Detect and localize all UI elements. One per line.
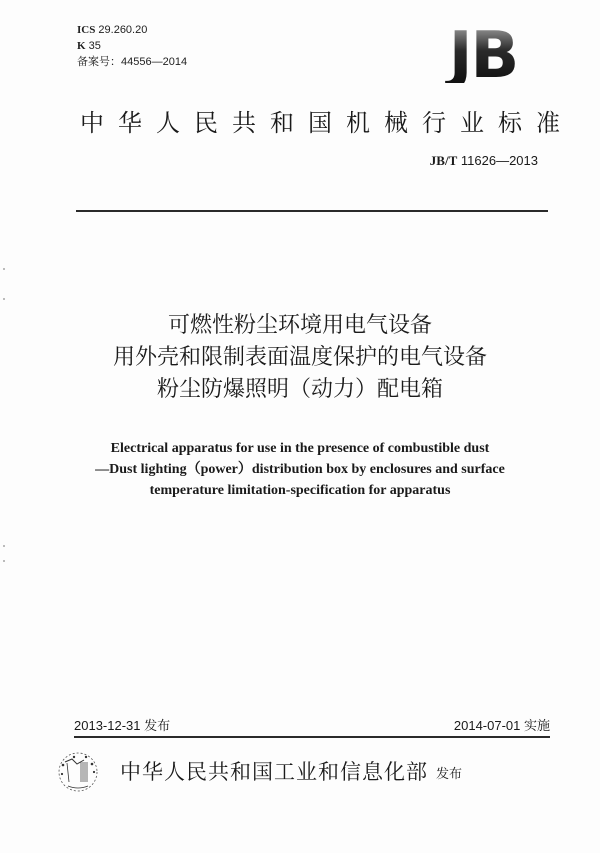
filing-number: 备案号：44556—2014: [77, 56, 188, 68]
chinese-title-line-3: 粉尘防爆照明（动力）配电箱: [156, 377, 443, 402]
issue-date: 2013-12-31 发布: [74, 718, 171, 733]
english-title-line-2: —Dust lighting（power）distribution box by enclosures and surface: [95, 462, 505, 477]
ccs-value: 35: [88, 40, 101, 52]
chinese-title: [0, 310, 600, 406]
standard-number: [430, 153, 538, 169]
english-title: [0, 438, 600, 501]
title-char: 民: [194, 109, 218, 137]
title-char: 华: [118, 109, 142, 137]
ics-label: ICS: [77, 24, 96, 36]
ics-code: [77, 22, 187, 38]
chinese-title-line-2: 用外壳和限制表面温度保护的电气设备: [112, 345, 487, 370]
title-char: 中: [80, 109, 104, 137]
title-char: 械: [384, 109, 408, 137]
publisher-suffix: 发布: [436, 766, 463, 782]
date-row: [74, 715, 550, 734]
standard-code: 11626—2013: [460, 153, 538, 168]
ccs-code: [77, 38, 187, 54]
english-title-line-1: Electrical apparatus for use in the presence of combustible dust: [110, 441, 490, 456]
title-char: 国: [308, 109, 332, 137]
publisher-name: 中华人民共和国工业和信息化部: [120, 760, 428, 784]
title-char: 机: [346, 109, 370, 137]
classification-block: [77, 22, 187, 70]
ccs-label: K: [77, 40, 86, 52]
english-title-line-3: temperature limitation-specification for apparatus: [149, 483, 451, 498]
title-char: 行: [422, 109, 446, 137]
effective-date: 2014-07-01 实施: [453, 718, 550, 733]
chinese-title-line-1: 可燃性粉尘环境用电气设备: [167, 313, 432, 338]
title-char: 和: [270, 109, 294, 137]
title-char: 准: [536, 109, 560, 137]
jb-logo: JB: [428, 29, 538, 83]
title-char: 人: [156, 109, 180, 137]
industry-standard-title: [80, 108, 560, 138]
title-char: 共: [232, 109, 256, 137]
top-divider: [76, 210, 548, 212]
ics-value: 29.260.20: [98, 24, 148, 36]
title-char: 业: [460, 109, 484, 137]
ministry-emblem-icon: [56, 750, 100, 794]
publisher-block: [56, 750, 462, 794]
bottom-divider: [74, 736, 550, 738]
standard-prefix: JB/T: [429, 153, 458, 168]
title-char: 标: [498, 109, 522, 137]
